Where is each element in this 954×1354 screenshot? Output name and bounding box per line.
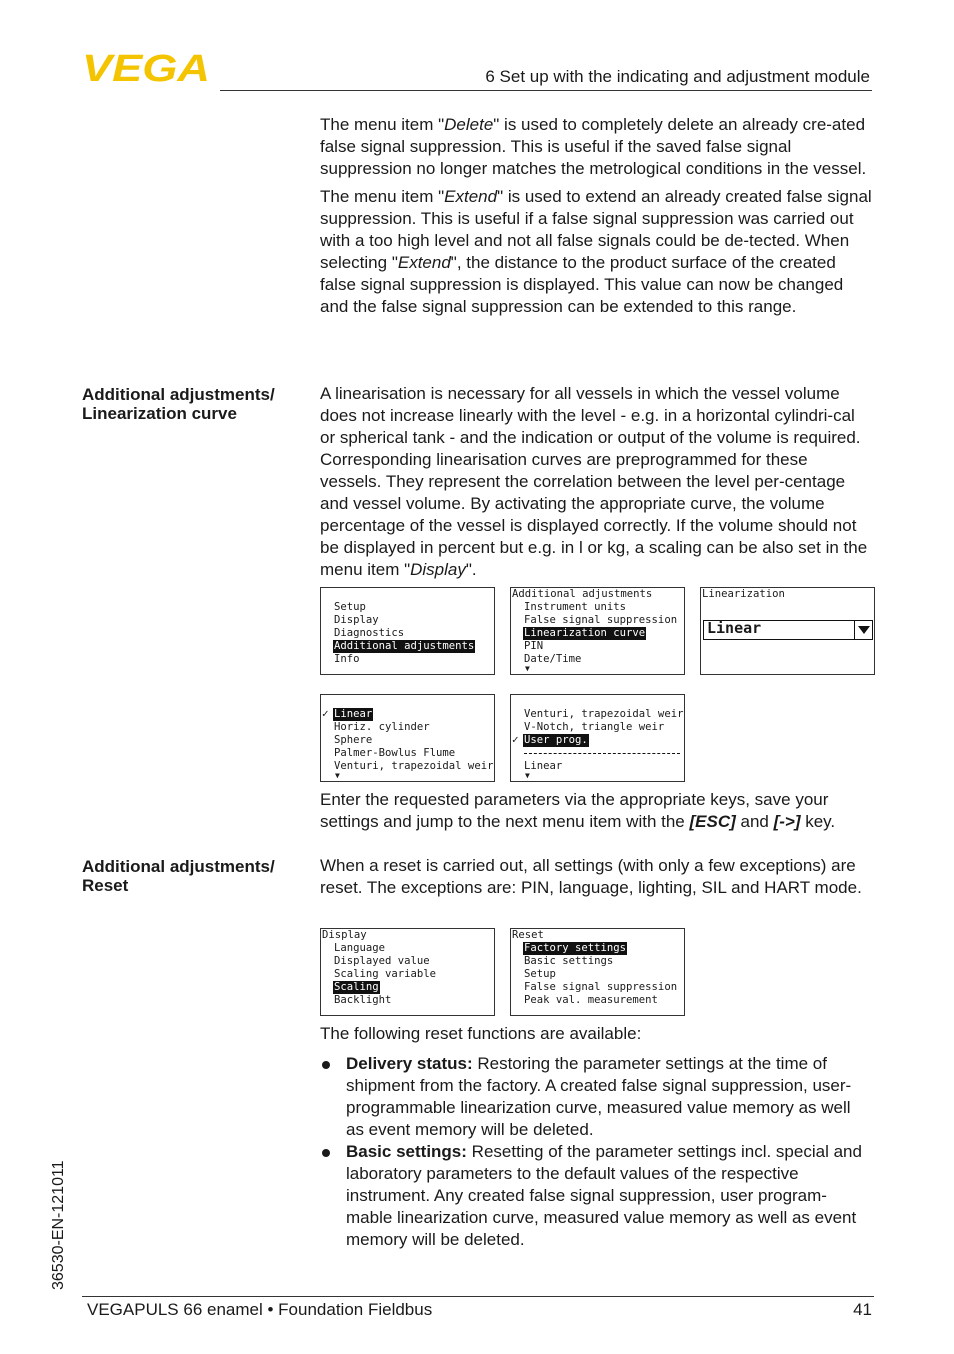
dropdown-value: Linear <box>707 619 762 637</box>
reset-functions-section <box>320 1023 872 1251</box>
menu-item: Horiz. cylinder <box>334 721 430 733</box>
esc-key: [ESC] <box>689 812 736 831</box>
scroll-down-icon: ▼ <box>525 771 530 780</box>
checkmark-icon: ✓ <box>512 733 519 746</box>
menu-item: Scaling variable <box>334 968 437 980</box>
screen-additional-adjustments <box>510 587 685 675</box>
header-divider <box>220 90 872 91</box>
menu-item: Display <box>334 614 379 626</box>
screen-title: Display <box>322 929 367 941</box>
menu-item-selected: Additional adjustments <box>334 640 475 652</box>
menu-item: Language <box>334 942 386 954</box>
dropdown-arrow-icon <box>854 621 872 639</box>
menu-item: V-Notch, triangle weir <box>524 721 665 733</box>
screen-curve-list <box>320 694 495 782</box>
menu-item-selected: Factory settings <box>524 942 627 954</box>
following-text: The following reset functions are available: <box>320 1024 642 1043</box>
menu-item: Displayed value <box>334 955 430 967</box>
menu-item: Sphere <box>334 734 373 746</box>
document-code: 36530-EN-121011 <box>50 1160 67 1290</box>
logo-text: VEGA <box>82 52 210 84</box>
arrow-key: [->] <box>773 812 801 831</box>
menu-item: Peak val. measurement <box>524 994 658 1006</box>
list-item: Delivery status: Restoring the parameter settings at the time of shipment from the factory. A created false signal suppression, user-programmable linearization curve, measured value memory as well as event memory will be deleted. <box>320 1053 872 1141</box>
menu-item: Venturi, trapezoidal weir <box>524 708 684 720</box>
delete-paragraph: The menu item "Delete" is used to completely delete an already cre-ated false signal suppression. This is useful if the saved false signal suppression no longer matches the metrological conditions in the vessel. <box>320 115 867 178</box>
screen-display-menu <box>320 928 495 1016</box>
enter-parameters-paragraph: Enter the requested parameters via the appropriate keys, save your settings and jump to the next menu item with the [ESC] and [->] key. <box>320 790 836 831</box>
screen-title: Reset <box>512 929 544 941</box>
chapter-title: 6 Set up with the indicating and adjustment module <box>485 67 870 86</box>
list-item: Basic settings: Resetting of the parameter settings incl. special and laboratory parameters to the default values of the respective instrument. Any created false signal suppression, user program-mable linearization curve, measured value memory as well as event memory will be deleted. <box>320 1141 872 1251</box>
menu-item: False signal suppression <box>524 981 678 993</box>
screen-reset-menu <box>510 928 685 1016</box>
menu-item: Venturi, trapezoidal weir <box>334 760 494 772</box>
linearization-dropdown <box>703 620 873 640</box>
menu-item: Diagnostics <box>334 627 405 639</box>
extend-paragraph: The menu item "Extend" is used to extend an already created false signal suppression. This is useful if a false signal suppression was carried out with a too high level and not all false signals could be de-tected. When selecting "Extend", the distance to the product surface of the created false signal suppression is displayed. This value can now be changed and the false signal suppression can be extended to this range. <box>320 187 872 316</box>
menu-item: False signal suppression <box>524 614 678 626</box>
reset-heading: Additional adjustments/ Reset <box>82 857 275 895</box>
reset-functions-list <box>320 1053 872 1251</box>
screen-main-menu <box>320 587 495 675</box>
vega-logo <box>82 52 212 84</box>
linearization-heading: Additional adjustments/ Linearization curve <box>82 385 275 423</box>
menu-item: Instrument units <box>524 601 627 613</box>
footer-divider <box>82 1296 874 1297</box>
menu-item: Palmer-Bowlus Flume <box>334 747 456 759</box>
scroll-down-icon: ▼ <box>335 771 340 780</box>
menu-item: PIN <box>524 640 544 652</box>
menu-item-selected: Linearization curve <box>524 627 646 639</box>
screen-linearization-select <box>700 587 875 675</box>
reset-paragraph: When a reset is carried out, all settings (with only a few exceptions) are reset. The exceptions are: PIN, language, lighting, SIL and HART mode. <box>320 856 862 897</box>
menu-item-selected: Linear <box>334 708 373 720</box>
bullet-icon <box>322 1149 330 1157</box>
intro-section <box>320 114 872 324</box>
menu-item-selected: Scaling <box>334 981 379 993</box>
menu-item: Backlight <box>334 994 392 1006</box>
bullet-icon <box>322 1061 330 1069</box>
menu-item: Setup <box>334 601 366 613</box>
checkmark-icon: ✓ <box>322 707 329 720</box>
scroll-down-icon: ▼ <box>525 664 530 673</box>
menu-item: Basic settings <box>524 955 614 967</box>
screen-curve-list-2 <box>510 694 685 782</box>
footer-product: VEGAPULS 66 enamel • Foundation Fieldbus <box>87 1300 433 1319</box>
screen-title: Additional adjustments <box>512 588 653 600</box>
page-number: 41 <box>853 1300 872 1319</box>
menu-item: Date/Time <box>524 653 582 665</box>
menu-item: Linear <box>524 760 563 772</box>
menu-item: Info <box>334 653 360 665</box>
screen-title: Linearization <box>702 588 785 600</box>
linearization-paragraph: A linearisation is necessary for all vessels in which the vessel volume does not increase linearly with the level - e.g. in a horizontal cylindri-cal or spherical tank - and the indication or output of the volume is required. Corresponding linearisation curves are preprogrammed for these vessels. They represent the correlation between the level per-centage and vessel volume. By activating the appropriate curve, the volume percentage of the vessel is displayed correctly. If the volume should not be displayed in percent but e.g. in l or kg, a scaling can be also set in the menu item "Display". <box>320 384 868 579</box>
menu-item: Setup <box>524 968 556 980</box>
separator-line <box>524 753 680 754</box>
menu-item-selected: User prog. <box>524 734 588 746</box>
